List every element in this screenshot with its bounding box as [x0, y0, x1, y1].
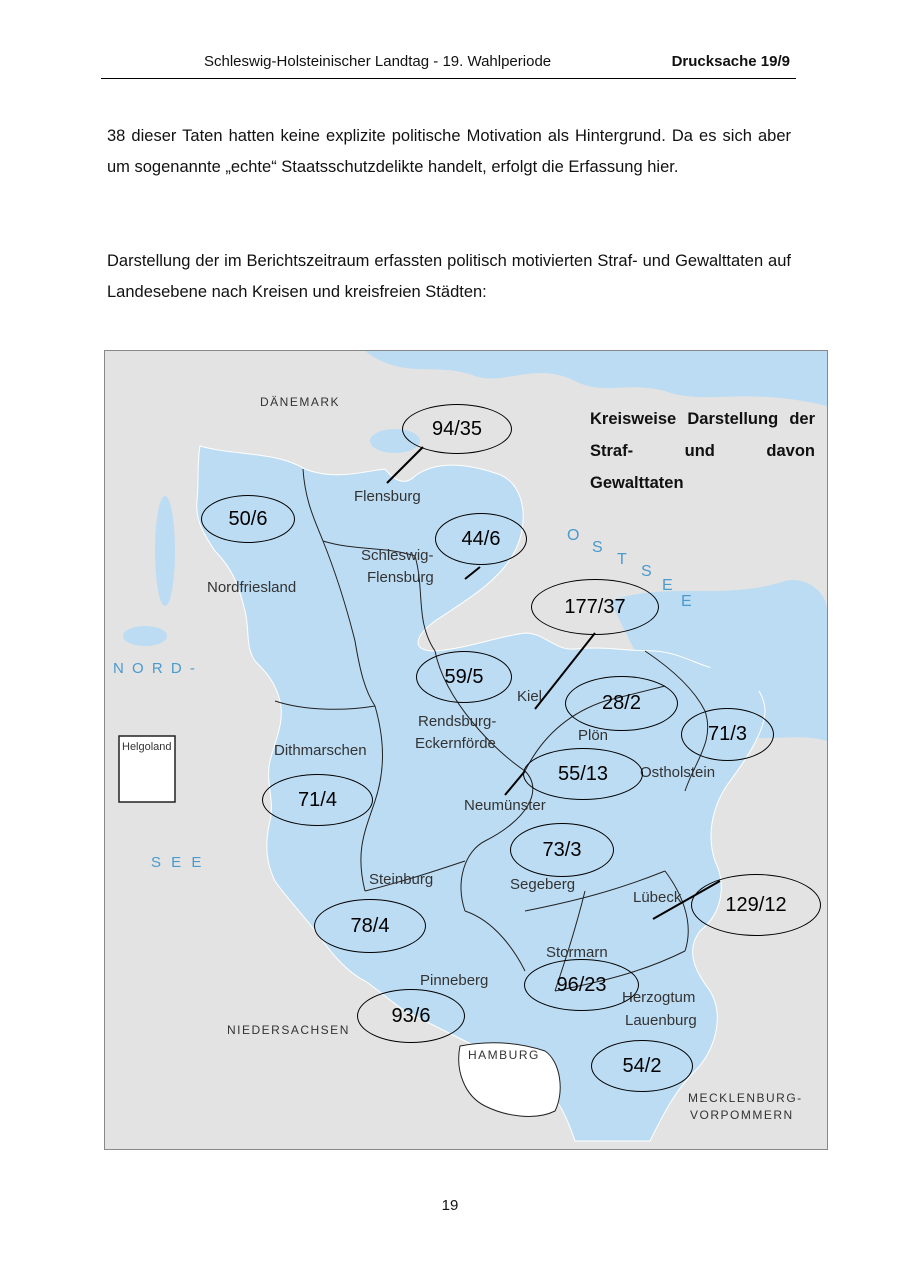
region-nordfriesland: Nordfriesland [207, 579, 297, 596]
island-fehmarn [710, 649, 780, 693]
count-stormarn: 96/23 [524, 959, 639, 1011]
count-luebeck: 129/12 [691, 874, 821, 936]
region-flensburg: Flensburg [354, 488, 421, 505]
region-kiel: Kiel [517, 688, 543, 705]
region-ploen: Plön [578, 727, 609, 744]
region-stormarn: Stormarn [546, 944, 608, 961]
label-daenemark: DÄNEMARK [260, 395, 341, 409]
region-schleswig-2: Flensburg [367, 569, 434, 586]
region-luebeck: Lübeck [633, 889, 682, 906]
count-rendsburg: 59/5 [416, 651, 512, 703]
count-nordfriesland: 50/6 [201, 495, 295, 543]
label-ostsee-s1: S [592, 539, 603, 556]
region-rendsburg-1: Rendsburg- [418, 713, 497, 730]
count-dithmarschen: 71/4 [262, 774, 373, 826]
label-ostsee-e2: E [681, 593, 692, 610]
region-herzogtum-1: Herzogtum [622, 989, 696, 1006]
label-nordsee-2: S E E [151, 854, 205, 871]
island-sylt [155, 496, 175, 606]
label-ostsee-e1: E [662, 577, 673, 594]
map-legend: Kreisweise Darstellung der Straf- und davon Gewalttaten [590, 410, 815, 492]
region-herzogtum-2: Lauenburg [625, 1012, 697, 1029]
label-nordsee-1: N O R D - [113, 660, 197, 677]
label-ostsee-t: T [617, 551, 627, 568]
label-ostsee-o: O [567, 527, 580, 544]
count-segeberg: 73/3 [510, 823, 614, 877]
region-rendsburg-2: Eckernförde [415, 735, 496, 752]
header-title: Schleswig-Holsteinischer Landtag - 19. Wahlperiode [204, 53, 552, 70]
count-schleswig-flensburg: 44/6 [435, 513, 527, 565]
count-ploen: 28/2 [565, 676, 678, 731]
count-ostholstein: 71/3 [681, 708, 774, 761]
header-document-number: Drucksache 19/9 [671, 53, 790, 70]
count-pinneberg: 93/6 [357, 989, 465, 1043]
count-neumuenster: 55/13 [523, 748, 643, 800]
region-segeberg: Segeberg [510, 876, 576, 893]
water-baltic-north [365, 351, 827, 406]
region-schleswig-1: Schleswig- [361, 547, 434, 564]
label-helgoland: Helgoland [122, 741, 172, 753]
count-flensburg: 94/35 [402, 404, 512, 454]
count-kiel: 177/37 [531, 579, 659, 635]
region-pinneberg: Pinneberg [420, 972, 489, 989]
region-steinburg: Steinburg [369, 871, 434, 888]
region-neumuenster: Neumünster [464, 797, 546, 814]
region-dithmarschen: Dithmarschen [274, 742, 367, 759]
label-ostsee-s2: S [641, 563, 652, 580]
island-foehr [123, 626, 167, 646]
count-steinburg: 78/4 [314, 899, 426, 953]
label-mv-2: VORPOMMERN [690, 1108, 794, 1122]
label-hamburg: HAMBURG [468, 1048, 540, 1062]
page-number: 19 [441, 1197, 459, 1214]
district-map [104, 350, 828, 1150]
page-header [101, 50, 796, 79]
region-ostholstein: Ostholstein [640, 764, 716, 781]
count-herzogtum-lauenburg: 54/2 [591, 1040, 693, 1092]
paragraph-map-intro: Darstellung der im Berichtszeitraum erfassten politisch motivierten Straf- und Gewalttaten auf Landesebene nach Kreisen und kreisfreien Städten: [107, 252, 791, 301]
paragraph-motivation: 38 dieser Taten hatten keine explizite politische Motivation als Hintergrund. Da es sich aber um sogenannte „echte“ Staatsschutzdelikte handelt, erfolgt die Erfassung hier. [107, 127, 791, 176]
label-mv-1: MECKLENBURG- [688, 1091, 803, 1105]
label-niedersachsen: NIEDERSACHSEN [227, 1023, 350, 1037]
